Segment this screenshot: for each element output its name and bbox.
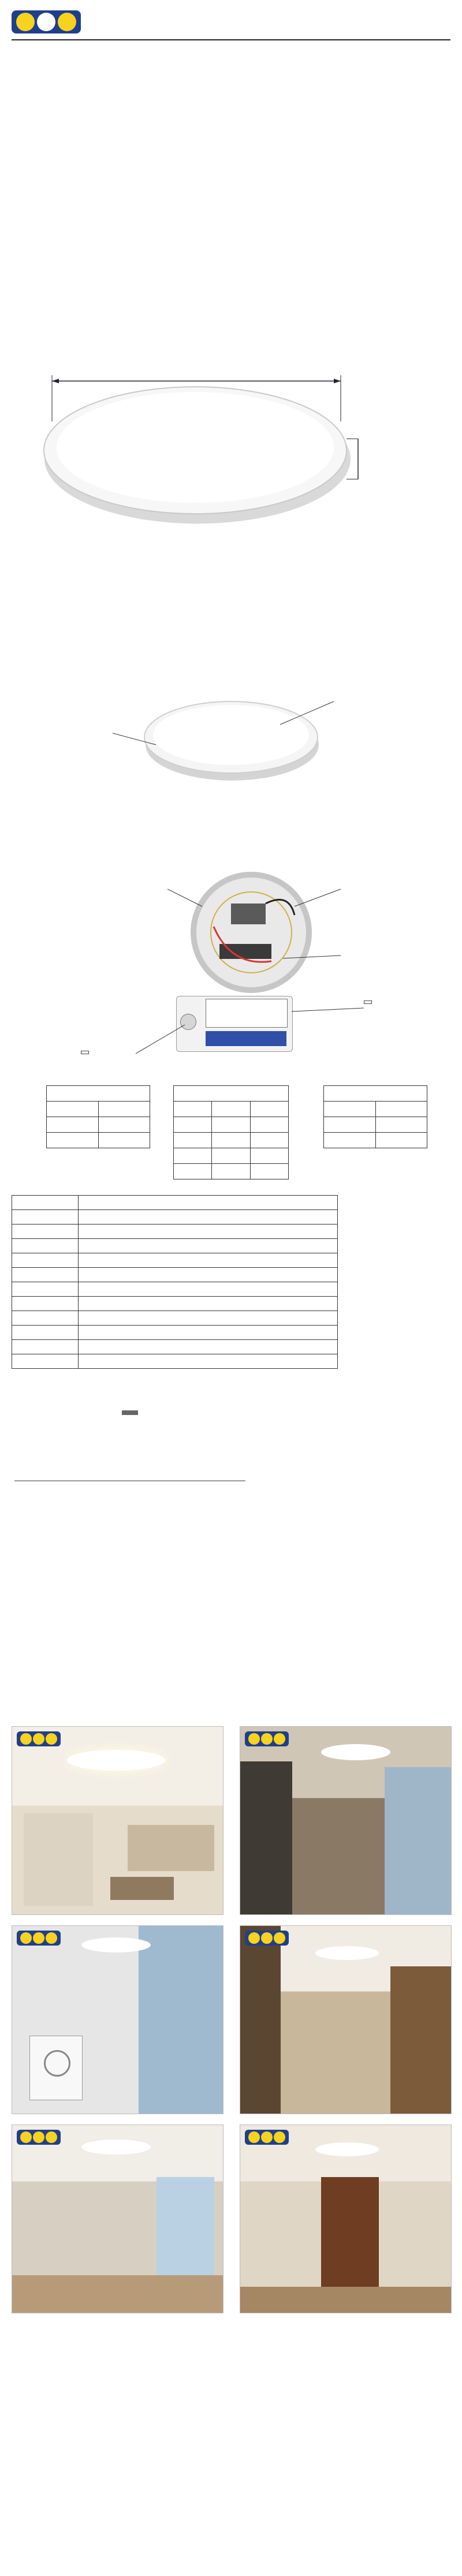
table-row <box>324 1133 427 1148</box>
table-row <box>324 1117 427 1133</box>
day-night-table <box>323 1085 427 1148</box>
leader-lines <box>167 883 346 970</box>
brand-logo <box>12 10 81 33</box>
lamp-dimension-figure <box>35 364 439 537</box>
leader-line <box>292 1005 367 1016</box>
scene-photo-balcony <box>240 1726 452 1915</box>
output-slot-label <box>364 1000 372 1004</box>
scene-photo-entrance <box>240 2125 452 2313</box>
spec-table <box>12 1195 338 1369</box>
table-row <box>12 1340 338 1354</box>
scene-photo-living-room <box>12 1726 223 1915</box>
table-row <box>47 1102 150 1117</box>
logo-char <box>37 13 55 31</box>
table-row <box>47 1117 150 1133</box>
distance-table <box>46 1085 150 1148</box>
table-row <box>174 1164 289 1179</box>
features-list <box>20 75 447 87</box>
table-row <box>12 1196 338 1210</box>
table-row <box>47 1133 150 1148</box>
brand-badge <box>245 1931 289 1946</box>
table-row <box>174 1133 289 1148</box>
brand-badge <box>17 1731 61 1746</box>
brand-badge <box>245 1731 289 1746</box>
cds-label <box>81 1051 89 1054</box>
top-range-diagram <box>323 1406 445 1527</box>
table-row <box>12 1210 338 1224</box>
table-row <box>174 1148 289 1164</box>
leader-line <box>277 699 335 727</box>
table-row <box>324 1102 427 1117</box>
title-divider <box>12 39 450 40</box>
table-header <box>174 1086 289 1102</box>
table-row <box>174 1117 289 1133</box>
table-row <box>12 1224 338 1239</box>
leader-line <box>136 1022 188 1056</box>
side-range-diagram <box>14 1406 245 1487</box>
leader-line <box>113 727 159 751</box>
sensor-module <box>176 996 293 1052</box>
table-row <box>174 1102 289 1117</box>
table-row <box>12 1354 338 1369</box>
table-header <box>47 1086 150 1102</box>
table-row <box>12 1311 338 1326</box>
time-table <box>173 1085 289 1179</box>
table-header <box>324 1086 427 1102</box>
brand-badge <box>17 2130 61 2145</box>
logo-char <box>58 13 76 31</box>
scene-photo-room <box>12 2125 223 2313</box>
scene-photo-corridor <box>240 1925 452 2114</box>
table-row <box>12 1326 338 1340</box>
table-row <box>12 1239 338 1253</box>
brand-badge <box>17 1931 61 1946</box>
scene-photo-laundry <box>12 1925 223 2114</box>
table-row <box>12 1253 338 1268</box>
table-row <box>12 1282 338 1297</box>
logo-char <box>16 13 35 31</box>
module-label <box>206 999 288 1028</box>
dip-switch <box>206 1031 286 1046</box>
table-row <box>12 1268 338 1282</box>
table-row <box>12 1297 338 1311</box>
brand-badge <box>245 2130 289 2145</box>
